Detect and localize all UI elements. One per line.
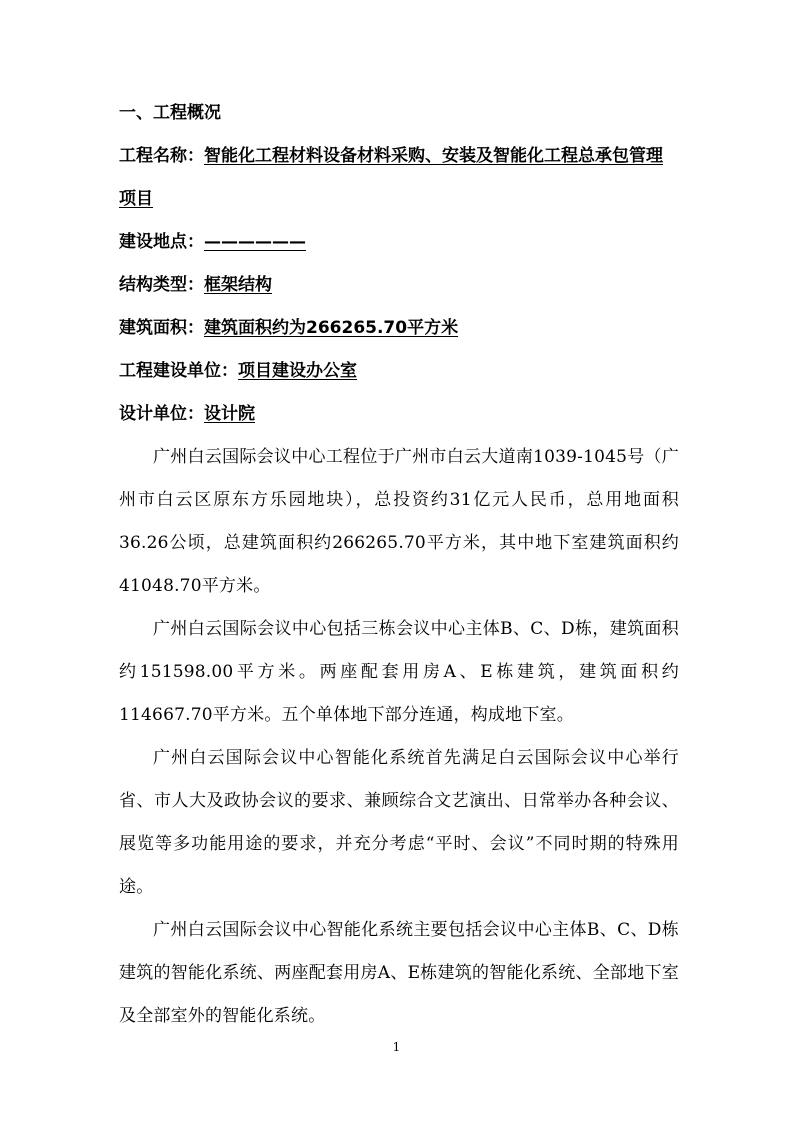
field-project-name: [119, 135, 679, 221]
field-structure-type: [119, 264, 679, 307]
field-value: ——————: [204, 232, 306, 252]
field-construction-unit: [119, 350, 679, 393]
field-value: 设计院: [204, 404, 255, 424]
field-location: [119, 221, 679, 264]
field-label: 结构类型：: [119, 275, 204, 295]
field-label: 工程建设单位：: [119, 361, 238, 381]
field-value: 智能化工程材料设备材料采购、安装及智能化工程总承包管理项目: [119, 146, 663, 209]
field-label: 设计单位：: [119, 404, 204, 424]
field-label: 建设地点：: [119, 232, 204, 252]
paragraph-system-requirements: 广州白云国际会议中心智能化系统首先满足白云国际会议中心举行省、市人大及政协会议的要求、兼顾综合文艺演出、日常举办各种会议、展览等多功能用途的要求，并充分考虑“平时、会议”不同时期的特殊用途。: [119, 748, 679, 897]
field-building-area: [119, 307, 679, 350]
paragraph-buildings: 广州白云国际会议中心包括三栋会议中心主体B、C、D栋，建筑面积约151598.00平方米。两座配套用房A、E栋建筑，建筑面积约114667.70平方米。五个单体地下部分连通，构成地下室。: [119, 619, 679, 725]
paragraph-system-scope: 广州白云国际会议中心智能化系统主要包括会议中心主体B、C、D栋建筑的智能化系统、两座配套用房A、E栋建筑的智能化系统、全部地下室及全部室外的智能化系统。: [119, 920, 679, 1026]
page-number: 1: [392, 1040, 401, 1054]
paragraph-location-investment: 广州白云国际会议中心工程位于广州市白云大道南1039-1045号（广州市白云区原东方乐园地块），总投资约31亿元人民币，总用地面积36.26公顷，总建筑面积约266265.70平方米，其中地下室建筑面积约41048.70平方米。: [119, 447, 679, 596]
field-label: 工程名称：: [119, 146, 204, 166]
document-body: [119, 92, 679, 1038]
field-value: 框架结构: [204, 275, 272, 295]
section-heading: 一、工程概况: [119, 103, 221, 123]
field-value: 建筑面积约为266265.70平方米: [204, 318, 459, 338]
field-label: 建筑面积：: [119, 318, 204, 338]
field-value: 项目建设办公室: [238, 361, 357, 381]
field-design-unit: [119, 393, 679, 436]
